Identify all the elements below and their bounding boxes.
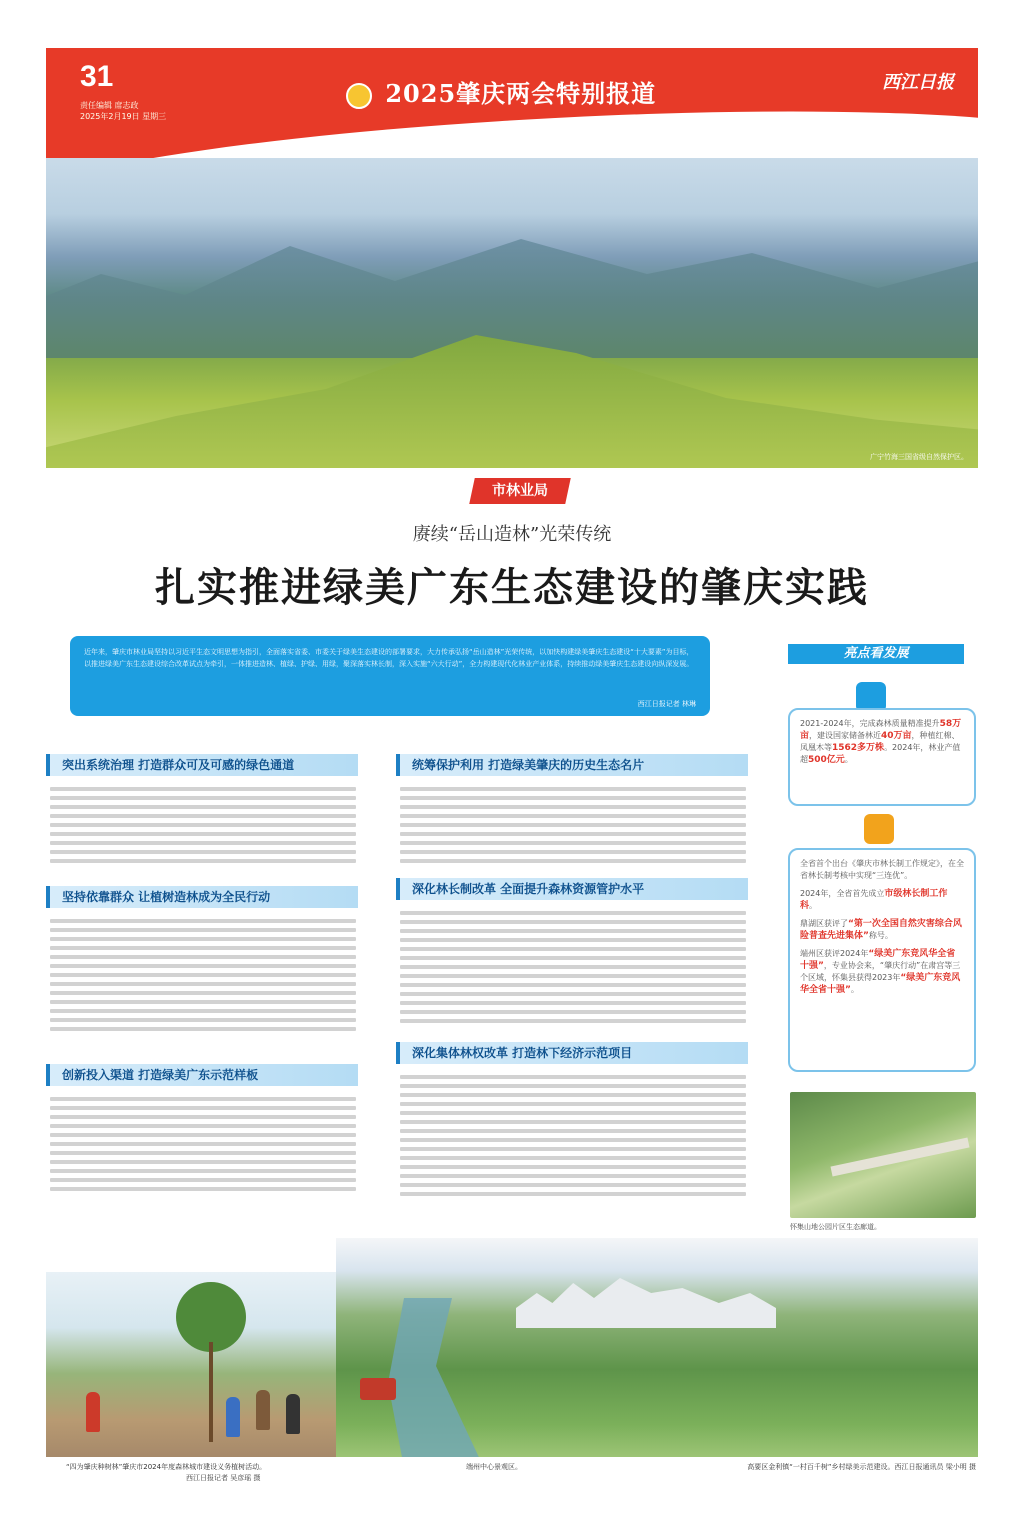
date-line: 2025年2月19日 星期三 (80, 112, 167, 121)
section-body-6 (400, 1070, 746, 1220)
sidebar-park-photo (790, 1092, 976, 1218)
park-aerial-photo (336, 1238, 978, 1457)
tree-trunk (209, 1342, 213, 1442)
editor-line: 责任编辑 席志政 (80, 101, 139, 110)
bottom-right-caption: 高要区金利镇“一村百千树”乡村绿美示范建设。西江日报通讯员 梁小明 摄 (747, 1463, 976, 1471)
section-header-3: 坚持依靠群众 让植树造林成为全民行动 (46, 886, 358, 908)
park-road (830, 1138, 969, 1177)
stat-highlight: 58万亩 (800, 719, 962, 741)
honor-item-4: 端州区获评2024年“绿美广东竞风华全省十强”，专业协会来，“肇庆行动”在肃宫等三个区域，怀集县获得2023年“绿美广东竞风华全省十强”。 (800, 949, 961, 995)
honor-item-1: 全省首个出台《肇庆市林长制工作规定》，在全省林长制考核中实现“三连优”。 (800, 859, 964, 880)
city-skyline (516, 1278, 776, 1328)
sidebar-box-stats (788, 708, 976, 806)
stat-text: 。 (844, 755, 853, 764)
caption-line: “四为肇庆种树林”肇庆市2024年度森林城市建设义务植树活动。 (66, 1463, 267, 1471)
masthead-logo: 西江日报 (882, 72, 954, 93)
department-label: 市林业局 (492, 483, 548, 499)
sidebar-box-honors (788, 848, 976, 1072)
section-header-1: 突出系统治理 打造群众可及可感的绿色通道 (46, 754, 358, 776)
bottom-mid-caption: 端州中心景观区。 (466, 1463, 522, 1471)
volunteer-figure (256, 1390, 270, 1430)
section-body-4 (400, 906, 746, 1040)
honor-item-2: 2024年，全省首先成立市级林长制工作科。 (800, 889, 948, 911)
section-header-6: 深化集体林权改革 打造林下经济示范项目 (396, 1042, 748, 1064)
department-tag (469, 478, 571, 504)
special-report-title (346, 74, 656, 109)
stat-highlight: 1562多万株 (832, 743, 885, 753)
tree-planting-photo (46, 1272, 336, 1457)
hero-mountain-photo (46, 158, 978, 468)
section-body-3 (50, 914, 356, 1048)
section-body-2 (400, 782, 746, 876)
sidebar-title: 亮点看发展 (788, 644, 964, 664)
section-header-4: 深化林长制改革 全面提升森林资源管护水平 (396, 878, 748, 900)
intro-byline: 西江日报记者 林琳 (637, 700, 696, 708)
emblem-icon (346, 83, 372, 109)
document-icon (864, 814, 894, 844)
far-ridge (46, 218, 978, 358)
sidebar-photo-caption: 怀集山地公园片区生态廊道。 (790, 1223, 881, 1231)
stat-highlight: 40万亩 (881, 731, 912, 741)
newspaper-page (46, 48, 978, 1504)
header-banner (46, 48, 978, 158)
stat-text: ，建设国家储备林近 (809, 731, 882, 740)
stat-text: ，种植红棉、凤凰木等 (800, 731, 960, 752)
section-header-2: 统筹保护利用 打造绿美肇庆的历史生态名片 (396, 754, 748, 776)
article-headline: 扎实推进绿美广东生态建设的肇庆实践 (155, 564, 869, 611)
special-report-text: 2025肇庆两会特别报道 (385, 79, 657, 108)
volunteer-figure (226, 1397, 240, 1437)
stat-text: 。2024年，林业产值超 (800, 743, 961, 764)
page-number: 31 (80, 60, 114, 93)
stat-text: 2021-2024年，完成森林质量精准提升 (800, 719, 940, 728)
section-body-5 (50, 1092, 356, 1210)
bottom-left-caption (66, 1462, 266, 1484)
intro-text: 近年来，肇庆市林业局坚持以习近平生态文明思想为指引，全面落实省委、市委关于绿美生态建设的部署要求，大力传承弘扬“岳山造林”光荣传统，以加快构建绿美肇庆生态建设“十大要素”为目标，以推进绿美广东生态建设综合改革试点为牵引，一体推进造林、植绿、护绿、用绿，聚深落实林长制，深入实施“六大行动”，全力构建现代化林业产业体系，持续推动绿美肇庆生态建设向纵深发展。 (84, 648, 694, 668)
volunteer-figure (286, 1394, 300, 1434)
caption-credit: 西江日报记者 吴彦瑶 摄 (186, 1474, 261, 1482)
section-header-5: 创新投入渠道 打造绿美广东示范样板 (46, 1064, 358, 1086)
volunteer-figure (86, 1392, 100, 1432)
hero-caption: 广宁竹海三国省级自然保护区。 (870, 453, 968, 461)
pavilion (360, 1378, 396, 1400)
honor-item-3: 鼎湖区获评了“第一次全国自然灾害综合风险普查先进集体”称号。 (800, 919, 962, 941)
intro-box (70, 636, 710, 716)
section-body-1 (50, 782, 356, 876)
editor-info (80, 100, 166, 122)
article-subtitle: 赓续“岳山造林”光荣传统 (412, 524, 612, 545)
stat-highlight: 500亿元 (808, 755, 845, 765)
